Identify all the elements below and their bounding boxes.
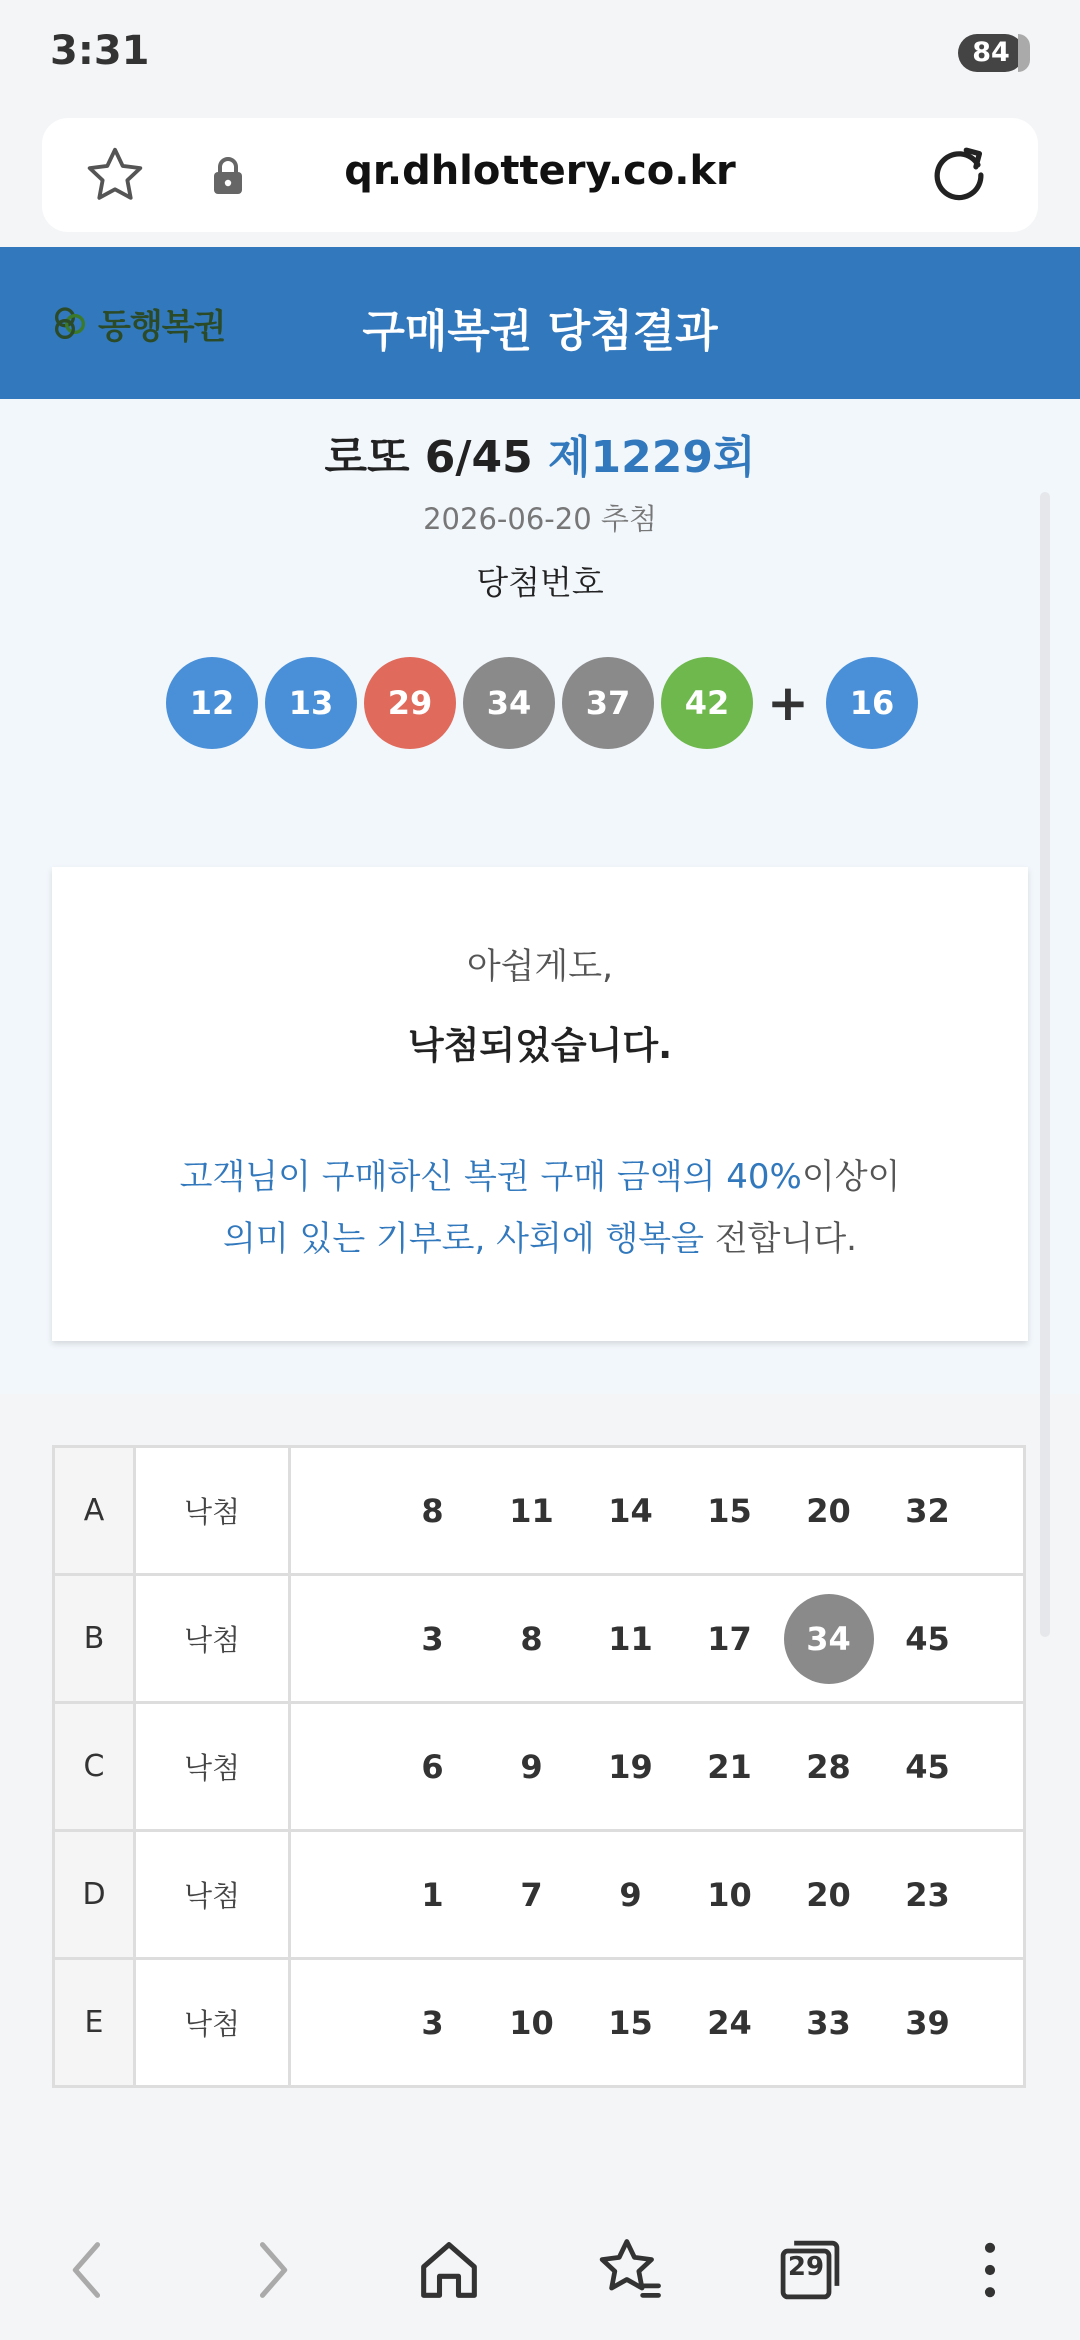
donation-text: 전합니다. [704, 1219, 857, 1259]
lose-text: 낙첨되었습니다. [407, 1024, 673, 1067]
result-card [52, 867, 1028, 1341]
table-row [54, 1703, 1025, 1831]
winning-number-ball: 37 [562, 657, 654, 749]
ticket-status: 낙첨 [135, 1575, 290, 1703]
donation-text: 이상이 [801, 1157, 901, 1197]
site-header [0, 247, 1080, 399]
donation-message-line1 [52, 1149, 1028, 1198]
round-number: 제1229회 [548, 432, 756, 483]
ticket-number: 17 [707, 1619, 752, 1658]
ticket-number: 45 [905, 1747, 950, 1786]
ticket-number: 6 [421, 1747, 444, 1786]
table-row [54, 1831, 1025, 1959]
ticket-number: 3 [421, 1619, 444, 1658]
scrollbar[interactable] [1040, 492, 1050, 1637]
table-row [54, 1575, 1025, 1703]
ticket-status: 낙첨 [135, 1831, 290, 1959]
winning-numbers-label: 당첨번호 [476, 563, 604, 602]
status-time: 3:31 [50, 28, 150, 74]
ticket-number: 3 [421, 2003, 444, 2042]
ticket-number: 24 [707, 2003, 752, 2042]
ticket-label: A [54, 1447, 135, 1575]
ticket-number: 11 [608, 1619, 653, 1658]
donation-message-line2 [52, 1211, 1028, 1260]
ticket-results-table [52, 1445, 1026, 2088]
ticket-number: 9 [619, 1875, 642, 1914]
ticket-number: 20 [806, 1875, 851, 1914]
ticket-number: 23 [905, 1875, 950, 1914]
winning-number-ball: 34 [463, 657, 555, 749]
donation-highlight: 고객님이 구매하신 복권 구매 금액의 40% [179, 1157, 802, 1197]
ticket-number: 15 [707, 1491, 752, 1530]
url-text[interactable]: qr.dhlottery.co.kr [344, 148, 736, 194]
back-icon[interactable] [50, 2232, 126, 2308]
ticket-status: 낙첨 [135, 1447, 290, 1575]
battery-indicator: 84 [958, 34, 1024, 72]
ticket-numbers [290, 1703, 1025, 1831]
ticket-label: B [54, 1575, 135, 1703]
ticket-number: 11 [509, 1491, 554, 1530]
donation-highlight: 의미 있는 기부로, 사회에 행복을 [222, 1219, 704, 1259]
bonus-number-ball: 16 [826, 657, 918, 749]
ticket-numbers [290, 1959, 1025, 2087]
ticket-number: 39 [905, 2003, 950, 2042]
ticket-number: 15 [608, 2003, 653, 2042]
winning-number-ball: 13 [265, 657, 357, 749]
home-icon[interactable] [411, 2232, 487, 2308]
ticket-label: E [54, 1959, 135, 2087]
bonus-plus-sign: + [767, 674, 809, 732]
winning-number-ball: 29 [364, 657, 456, 749]
browser-bottom-nav [0, 2196, 1080, 2340]
winning-number-ball: 12 [166, 657, 258, 749]
game-name: 로또 6/45 [324, 432, 533, 483]
ticket-number: 10 [509, 2003, 554, 2042]
ticket-number: 10 [707, 1875, 752, 1914]
ticket-number: 14 [608, 1491, 653, 1530]
ticket-number: 45 [905, 1619, 950, 1658]
draw-result-section [0, 399, 1080, 1394]
matched-number-value: 34 [784, 1594, 874, 1684]
ticket-status: 낙첨 [135, 1959, 290, 2087]
ticket-number: 8 [520, 1619, 543, 1658]
ticket-number: 21 [707, 1747, 752, 1786]
ticket-numbers [290, 1575, 1025, 1703]
ticket-label: D [54, 1831, 135, 1959]
ticket-number: 32 [905, 1491, 950, 1530]
ticket-number: 28 [806, 1747, 851, 1786]
logo-text: 동행복권 [98, 307, 226, 347]
draw-date: 2026-06-20 추첨 [423, 502, 657, 536]
table-row [54, 1447, 1025, 1575]
bookmarks-icon[interactable] [592, 2232, 668, 2308]
ticket-numbers [290, 1447, 1025, 1575]
ticket-number: 33 [806, 2003, 851, 2042]
winning-numbers [166, 657, 925, 749]
ticket-number: 19 [608, 1747, 653, 1786]
ticket-number: 20 [806, 1491, 851, 1530]
ticket-numbers [290, 1831, 1025, 1959]
sorry-text: 아쉽게도, [466, 947, 614, 987]
ticket-label: C [54, 1703, 135, 1831]
reload-icon[interactable] [924, 140, 994, 210]
winning-number-ball: 42 [661, 657, 753, 749]
address-bar[interactable] [42, 118, 1038, 232]
ticket-number: 9 [520, 1747, 543, 1786]
ticket-number: 1 [421, 1875, 444, 1914]
ticket-number: 8 [421, 1491, 444, 1530]
round-title [0, 421, 1080, 485]
tab-count: 29 [787, 2252, 825, 2282]
ticket-status: 낙첨 [135, 1703, 290, 1831]
table-row [54, 1959, 1025, 2087]
page-title: 구매복권 당첨결과 [362, 306, 718, 357]
tabs-button[interactable] [772, 2232, 848, 2308]
forward-icon[interactable] [234, 2232, 310, 2308]
more-menu-icon[interactable] [952, 2232, 1028, 2308]
matched-number [779, 1594, 878, 1684]
ticket-number: 7 [520, 1875, 543, 1914]
status-bar [0, 0, 1080, 110]
